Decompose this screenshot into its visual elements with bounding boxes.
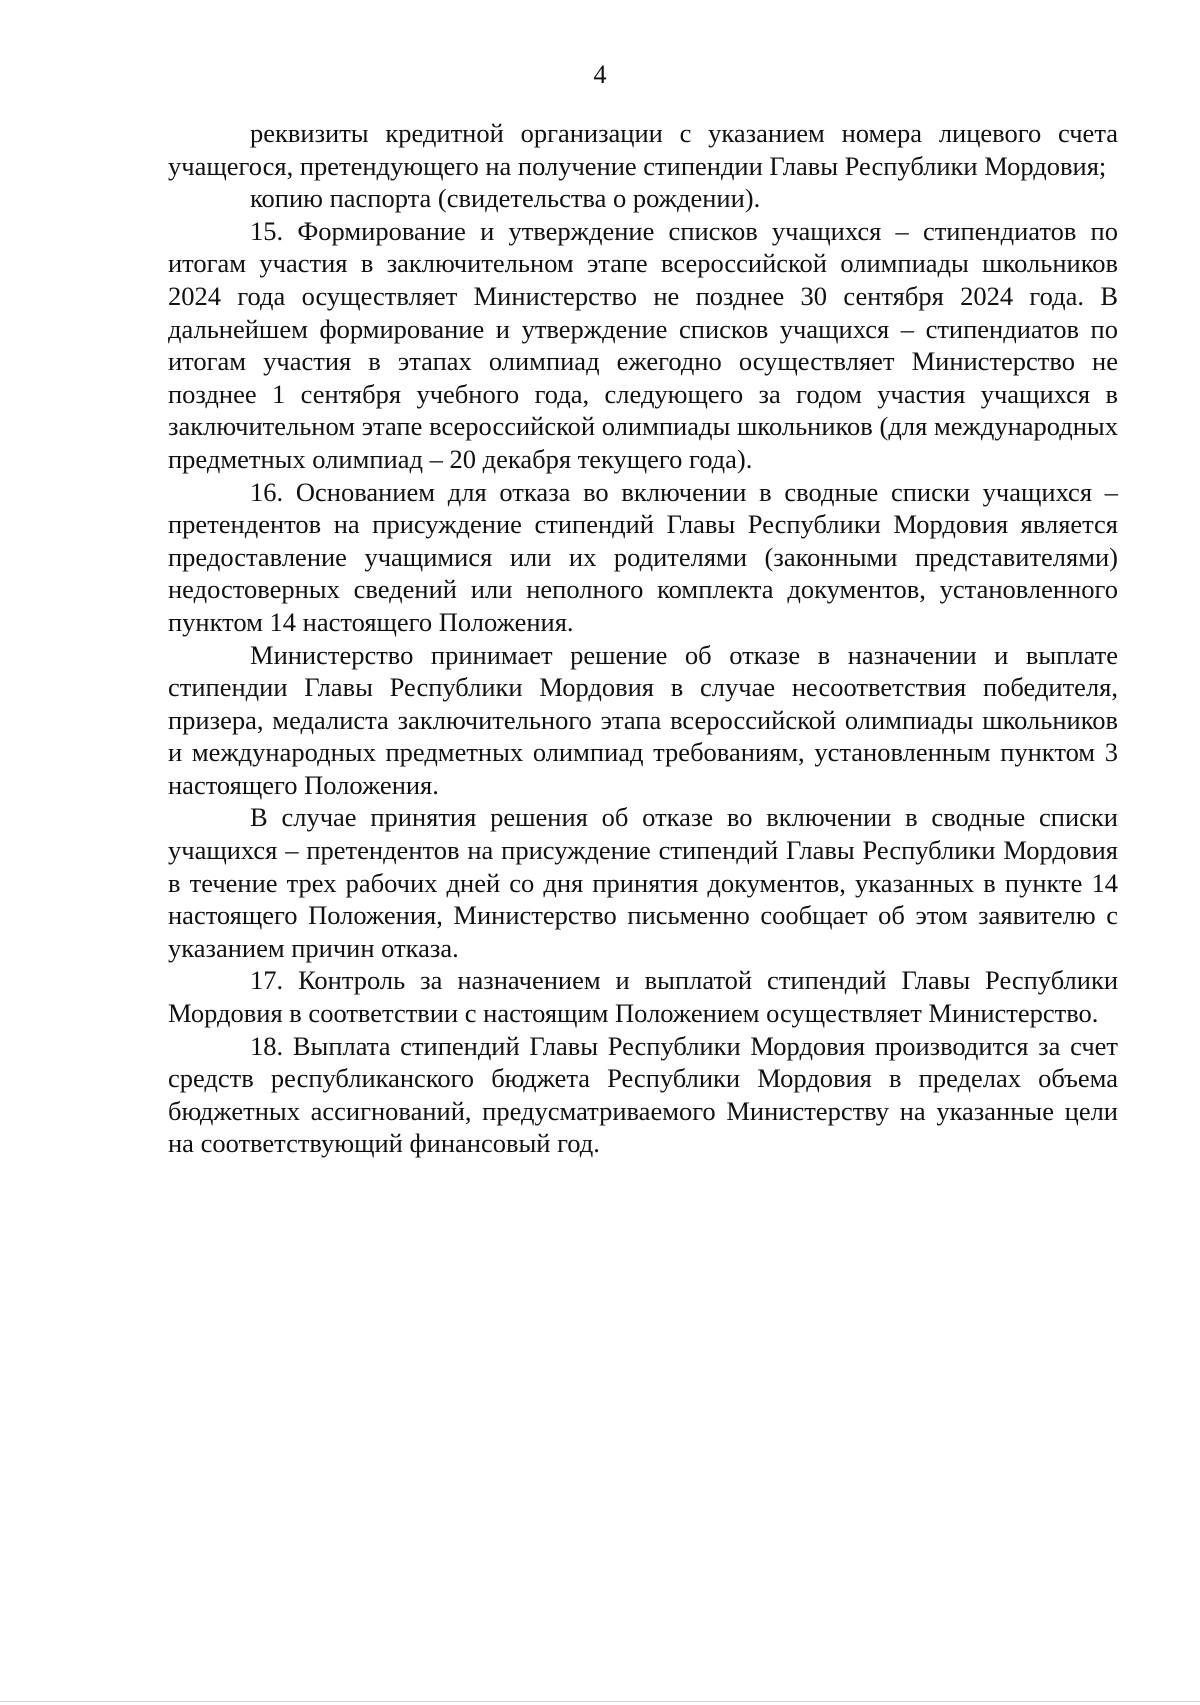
paragraph-refusal-decision: Министерство принимает решение об отказе в назначении и выплате стипендии Главы Республики Мордовия в случае несоответствия победителя, призера, медалиста заключительного этапа всероссийской олимпиады школьников и международных предметных олимпиад требованиям, установленным пунктом 3 настоящего Положения. <box>168 639 1118 800</box>
paragraph-item-18: 18. Выплата стипендий Главы Республики Мордовия производится за счет средств республиканского бюджета Республики Мордовия в пределах объема бюджетных ассигнований, предусматриваемого Министерству на указанные цели на соответствующий финансовый год. <box>168 1030 1118 1159</box>
paragraph-bank-details: реквизиты кредитной организации с указанием номера лицевого счета учащегося, претендующего на получение стипендии Главы Республики Мордовия; <box>168 118 1118 181</box>
paragraph-refusal-notice: В случае принятия решения об отказе во включении в сводные списки учащихся – претендентов на присуждение стипендий Главы Республики Мордовия в течение трех рабочих дней со дня принятия документов, указанных в пункте 14 настоящего Положения, Министерство письменно сообщает об этом заявителю с указанием причин отказа. <box>168 802 1118 963</box>
scan-edge-line <box>0 1701 1200 1702</box>
document-body <box>168 117 1118 1160</box>
paragraph-item-17: 17. Контроль за назначением и выплатой стипендий Главы Республики Мордовия в соответствии с настоящим Положением осуществляет Министерство. <box>168 965 1118 1029</box>
paragraph-item-16: 16. Основанием для отказа во включении в сводные списки учащихся – претендентов на присуждение стипендий Главы Республики Мордовия является предоставление учащимися или их родителями (законными представителями) недостоверных сведений или неполного комплекта документов, установленного пунктом 14 настоящего Положения. <box>168 476 1118 637</box>
page-number: 4 <box>593 60 607 89</box>
paragraph-item-15: 15. Формирование и утверждение списков учащихся – стипендиатов по итогам участия в заключительном этапе всероссийской олимпиады школьников 2024 года осуществляет Министерство не позднее 30 сентября 2024 года. В дальнейшем формирование и утверждение списков учащихся – стипендиатов по итогам участия в этапах олимпиад ежегодно осуществляет Министерство не позднее 1 сентября учебного года, следующего за годом участия учащихся в заключительном этапе всероссийской олимпиады школьников (для международных предметных олимпиад – 20 декабря текущего года). <box>168 215 1118 474</box>
paragraph-passport-copy: копию паспорта (свидетельства о рождении). <box>250 183 761 214</box>
